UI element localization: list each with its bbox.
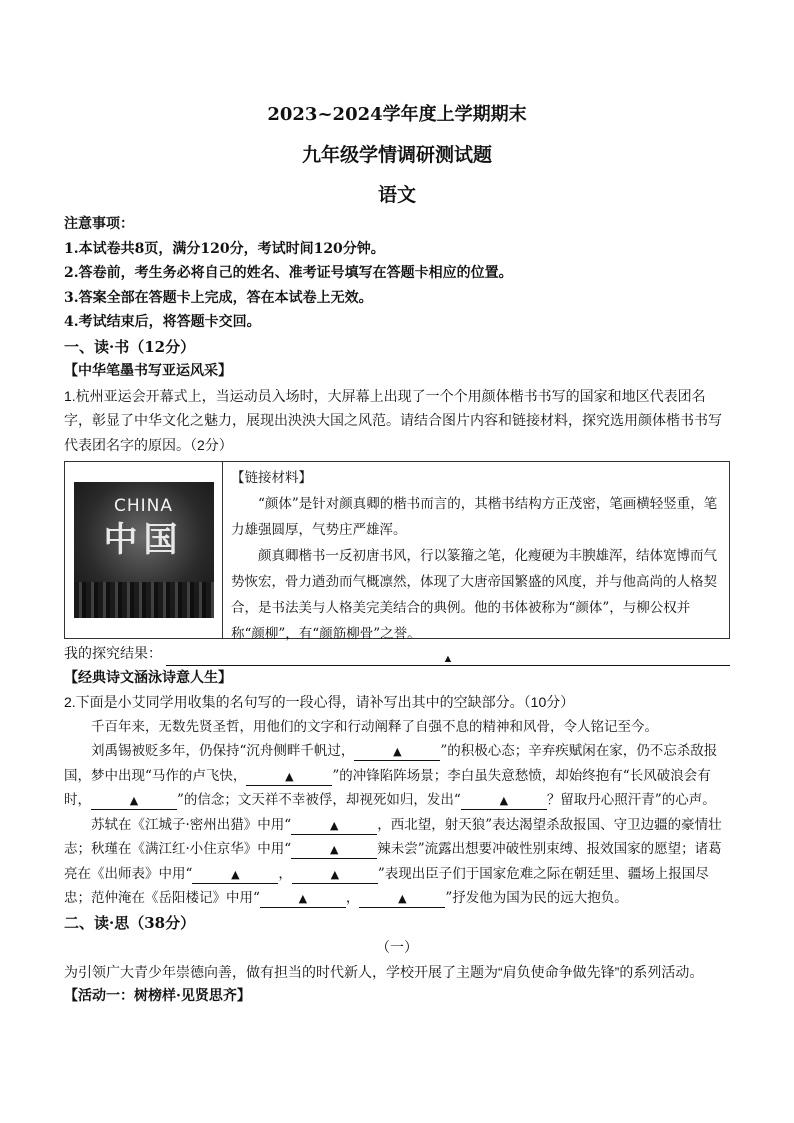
essay-text: ， [278, 865, 292, 882]
exam-term-title: 2023~2024学年度上学期期末 [267, 104, 527, 125]
essay-text: 苏轼在《江城子·密州出猎》中用“ [91, 816, 292, 833]
notice-item: 4.考试结束后，将答题卡交回。 [64, 314, 261, 330]
photo-text-en: CHINA [113, 496, 173, 516]
essay-paragraph-3 [64, 813, 730, 911]
essay-text: 辣未尝”流露出想要冲破性别束缚、报效国家的愿望；诸葛亮在《出师表》中用“ [64, 841, 722, 882]
essay-text: ， [345, 890, 360, 906]
blank-marker-icon: ▲ [231, 867, 240, 881]
photo-crowd [74, 582, 214, 618]
section1-title: 一、读·书（12分） [64, 337, 196, 356]
essay-text: ”的冲锋陷阵场景；李白虽失意愁愤，却始终抱有“长风破浪会有时， [64, 767, 711, 808]
notice-title: 注意事项： [64, 216, 134, 232]
blank-marker-icon: ▲ [129, 794, 139, 807]
blank-marker-icon: ▲ [442, 652, 454, 665]
question-2: 2.下面是小艾同学用收集的名句写的一段心得，请补写出其中的空缺部分。（10分） [64, 694, 575, 710]
fill-blank[interactable] [91, 792, 177, 810]
fill-blank[interactable] [292, 866, 378, 884]
notice-item: 1.本试卷共8页，满分120分，考试时间120分钟。 [64, 240, 385, 257]
fill-blank[interactable] [461, 792, 547, 810]
blank-marker-icon: ▲ [298, 892, 308, 905]
section1-subheading-1: 【中华笔墨书写亚运风采】 [64, 363, 232, 379]
essay-text: 刘禹锡被贬多年，仍保持“沉舟侧畔千帆过， [91, 743, 355, 759]
essay-text: ”的积极心态；辛弃疾赋闲在家，仍不忘杀敌报国，梦中出现“马作的卢飞快， [64, 743, 718, 784]
link-material-title: 【链接材料】 [231, 470, 312, 486]
opening-ceremony-photo [74, 482, 214, 618]
blank-marker-icon: ▲ [329, 843, 339, 856]
notice-item: 3.答案全部在答题卡上完成，答在本试卷上无效。 [64, 289, 373, 306]
exam-subject-title: 语文 [377, 184, 416, 206]
essay-text: ？留取丹心照汗青”的心声。 [546, 792, 716, 808]
link-material [223, 462, 729, 642]
section2-intro: 为引领广大青少年崇德向善，做有担当的时代新人，学校开展了主题为“肩负使命争做先锋”的系列活动。 [64, 963, 704, 980]
answer-blank[interactable] [166, 648, 730, 666]
essay-text: ”的信念；文天祥不幸被俘，却视死如归，发出“ [177, 792, 461, 808]
activity-1-heading: 【活动一：树榜样·见贤思齐】 [64, 988, 251, 1004]
section1-subheading-2: 【经典诗文涵泳诗意人生】 [64, 669, 232, 686]
essay-text: ，西北望，射天狼”表达渴望杀敌报国、守卫边疆的豪情壮志；秋瑾在《满江红·小住京华》中用“ [64, 816, 722, 857]
link-material-paragraph: “颜体”是针对颜真卿的楷书而言的，其楷书结构方正茂密，笔画横轻竖重，笔力雄强圆厚，气势庄严雄浑。 [231, 496, 718, 538]
link-material-paragraph: 颜真卿楷书一反初唐书风，行以篆籀之笔，化瘦硬为丰腴雄浑，结体宽博而气势恢宏，骨力遒劲而气概凛然，体现了大唐帝国繁盛的风度，并与他高尚的人格契合，是书法美与人格美完美结合的典例。他的书体被称为“颜体”，与柳公权并称“颜柳”，有“颜筋柳骨”之誉。 [231, 548, 717, 642]
question-1: 1.杭州亚运会开幕式上，当运动员入场时，大屏幕上出现了一个个用颜体楷书书写的国家和地区代表团名字，彰显了中华文化之魅力，展现出泱泱大国之风范。请结合图片内容和链接材料，探究选用颜体楷书书写代表团名字的原因。（2分） [64, 387, 722, 453]
question-1-material-box [64, 461, 730, 642]
essay-text: ”抒发他为国为民的远大抱负。 [445, 890, 628, 906]
section2-part-label: （一） [376, 939, 418, 955]
blank-marker-icon: ▲ [393, 745, 402, 758]
essay-paragraph-1: 千百年来，无数先贤圣哲，用他们的文字和行动阐释了自强不息的精神和风骨，令人铭记至今。 [91, 718, 658, 735]
blank-marker-icon: ▲ [398, 892, 407, 905]
blank-marker-icon: ▲ [330, 867, 340, 881]
fill-blank[interactable] [359, 890, 445, 908]
photo-text-zh: 中国 [103, 520, 184, 560]
notice-item: 2.答卷前，考生务必将自己的姓名、准考证号填写在答题卡相应的位置。 [64, 265, 513, 281]
photo-cell [65, 462, 223, 638]
fill-blank[interactable] [354, 743, 440, 761]
section2-title: 二、读·思（38分） [64, 913, 196, 932]
fill-blank[interactable] [291, 841, 377, 859]
fill-blank[interactable] [291, 817, 377, 835]
fill-blank[interactable] [246, 768, 332, 786]
essay-paragraph-2 [64, 739, 730, 813]
fill-blank[interactable] [260, 890, 346, 908]
exam-body [64, 212, 730, 1009]
exam-grade-title: 九年级学情调研测试题 [301, 144, 492, 166]
answer-label: 我的探究结果： [64, 645, 162, 661]
essay-text: ”表现出臣子们于国家危难之际在朝廷里、疆场上报国尽忠；范仲淹在《岳阳楼记》中用“ [64, 865, 709, 906]
fill-blank[interactable] [192, 866, 278, 884]
blank-marker-icon: ▲ [329, 818, 339, 832]
blank-marker-icon: ▲ [499, 794, 509, 807]
blank-marker-icon: ▲ [285, 769, 294, 783]
